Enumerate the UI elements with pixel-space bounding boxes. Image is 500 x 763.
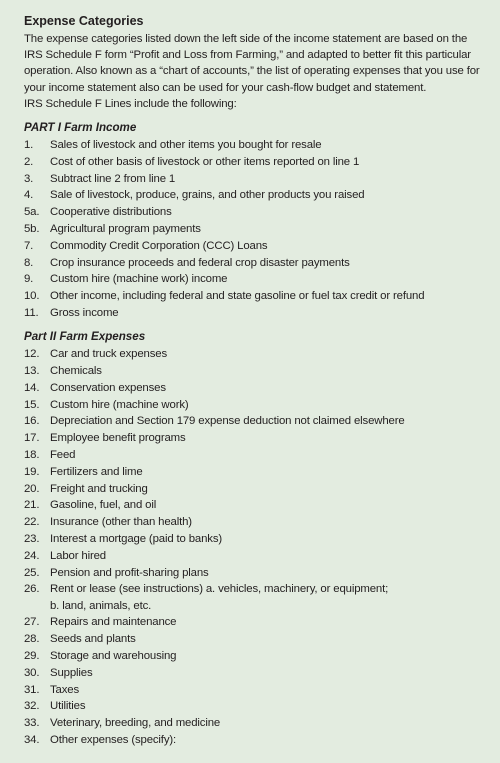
part1-heading: PART I Farm Income xyxy=(24,121,137,135)
line-number: 3. xyxy=(24,172,34,185)
line-number: 17. xyxy=(24,432,40,445)
list-item xyxy=(24,430,486,446)
line-text: Custom hire (machine work) income xyxy=(50,273,228,286)
line-number: 9. xyxy=(24,273,34,286)
line-text: Labor hired xyxy=(50,549,106,562)
line-text: Freight and trucking xyxy=(50,482,148,495)
list-item xyxy=(24,648,486,664)
list-item xyxy=(24,380,486,396)
list-item xyxy=(24,464,486,480)
line-text: Cooperative distributions xyxy=(50,206,172,219)
line-text: Commodity Credit Corporation (CCC) Loans xyxy=(50,239,268,252)
line-text: Storage and warehousing xyxy=(50,649,177,662)
line-number: 34. xyxy=(24,733,40,746)
line-text: Depreciation and Section 179 expense deduction not claimed elsewhere xyxy=(50,415,405,428)
line-text: Sales of livestock and other items you bought for resale xyxy=(50,139,322,152)
line-text: Cost of other basis of livestock or other items reported on line 1 xyxy=(50,155,360,168)
line-number: 22. xyxy=(24,516,40,529)
line-number: 7. xyxy=(24,239,34,252)
line-text: Repairs and maintenance xyxy=(50,616,177,629)
line-text: Crop insurance proceeds and federal crop disaster payments xyxy=(50,256,350,269)
list-item xyxy=(24,631,486,647)
line-text: Chemicals xyxy=(50,364,102,377)
line-number: 13. xyxy=(24,364,40,377)
list-item xyxy=(24,154,486,170)
list-item xyxy=(24,221,486,237)
line-text: Fertilizers and lime xyxy=(50,465,143,478)
line-text: Taxes xyxy=(50,683,80,696)
list-item xyxy=(24,204,486,220)
part1-list xyxy=(24,137,486,321)
line-number: 23. xyxy=(24,532,40,545)
line-number: 25. xyxy=(24,566,40,579)
list-item xyxy=(24,481,486,497)
line-number: 20. xyxy=(24,482,40,495)
line-number: 11. xyxy=(24,306,39,319)
list-item xyxy=(24,497,486,513)
line-text: Conservation expenses xyxy=(50,381,166,394)
intro-paragraph: The expense categories listed down the left side of the income statement are based on the IRS Schedule F form “Profit and Loss from Farming,” and adapted to better fit this particular operation. Also known as a “chart of accounts,” the list of operating expenses that you use for your income statement also can be used for your cash-flow budget and statement. xyxy=(24,33,480,94)
line-text: Utilities xyxy=(50,700,86,713)
line-text: Gasoline, fuel, and oil xyxy=(50,499,157,512)
line-number: 26. xyxy=(24,583,40,596)
line-number: 18. xyxy=(24,448,40,461)
line-number: 19. xyxy=(24,465,40,478)
list-item xyxy=(24,581,486,613)
line-text: Car and truck expenses xyxy=(50,348,167,361)
line-number: 30. xyxy=(24,666,40,679)
line-number: 10. xyxy=(24,290,40,303)
list-item xyxy=(24,715,486,731)
part2-heading: Part II Farm Expenses xyxy=(24,330,146,344)
list-item xyxy=(24,305,486,321)
line-text: Pension and profit-sharing plans xyxy=(50,566,209,579)
line-text: Seeds and plants xyxy=(50,633,136,646)
line-text: Other income, including federal and state gasoline or fuel tax credit or refund xyxy=(50,290,425,303)
line-number: 8. xyxy=(24,256,34,269)
list-item xyxy=(24,698,486,714)
list-item xyxy=(24,363,486,379)
list-item xyxy=(24,447,486,463)
list-item xyxy=(24,137,486,153)
list-item xyxy=(24,413,486,429)
line-number: 5b. xyxy=(24,223,40,235)
list-item xyxy=(24,732,486,748)
line-text: Insurance (other than health) xyxy=(50,516,192,529)
list-item xyxy=(24,397,486,413)
line-text: Agricultural program payments xyxy=(50,223,201,235)
list-item xyxy=(24,255,486,271)
line-text: Employee benefit programs xyxy=(50,432,186,445)
page-title: Expense Categories xyxy=(24,14,144,28)
line-number: 4. xyxy=(24,189,34,202)
line-text: Rent or lease (see instructions) a. vehicles, machinery, or equipment; b. land, animals, etc. xyxy=(50,583,389,612)
list-item xyxy=(24,531,486,547)
line-text: Feed xyxy=(50,448,76,461)
line-number: 2. xyxy=(24,155,34,168)
list-item xyxy=(24,665,486,681)
line-number: 16. xyxy=(24,415,40,428)
line-number: 15. xyxy=(24,398,40,411)
line-text: Supplies xyxy=(50,666,93,679)
list-item xyxy=(24,682,486,698)
list-item xyxy=(24,548,486,564)
list-item xyxy=(24,271,486,287)
line-number: 33. xyxy=(24,717,40,730)
line-number: 31. xyxy=(24,683,40,696)
list-item xyxy=(24,565,486,581)
line-number: 14. xyxy=(24,381,40,394)
line-number: 1. xyxy=(24,139,34,152)
line-number: 32. xyxy=(24,700,40,713)
line-text: Subtract line 2 from line 1 xyxy=(50,172,176,185)
list-item xyxy=(24,346,486,362)
list-item xyxy=(24,514,486,530)
line-number: 27. xyxy=(24,616,40,629)
line-text: Veterinary, breeding, and medicine xyxy=(50,717,221,730)
line-number: 28. xyxy=(24,633,40,646)
line-number: 5a. xyxy=(24,206,40,219)
list-item xyxy=(24,614,486,630)
line-number: 12. xyxy=(24,348,40,361)
line-text: Custom hire (machine work) xyxy=(50,398,189,411)
line-text: Other expenses (specify): xyxy=(50,733,177,746)
line-number: 29. xyxy=(24,649,40,662)
part2-list xyxy=(24,346,486,748)
line-text: Interest a mortgage (paid to banks) xyxy=(50,532,223,545)
intro-line: IRS Schedule F Lines include the following: xyxy=(24,97,237,110)
list-item xyxy=(24,171,486,187)
list-item xyxy=(24,238,486,254)
line-text: Sale of livestock, produce, grains, and other products you raised xyxy=(50,189,365,202)
line-number: 24. xyxy=(24,549,40,562)
list-item xyxy=(24,187,486,203)
line-number: 21. xyxy=(24,499,40,512)
list-item xyxy=(24,288,486,304)
line-text: Gross income xyxy=(50,306,119,319)
